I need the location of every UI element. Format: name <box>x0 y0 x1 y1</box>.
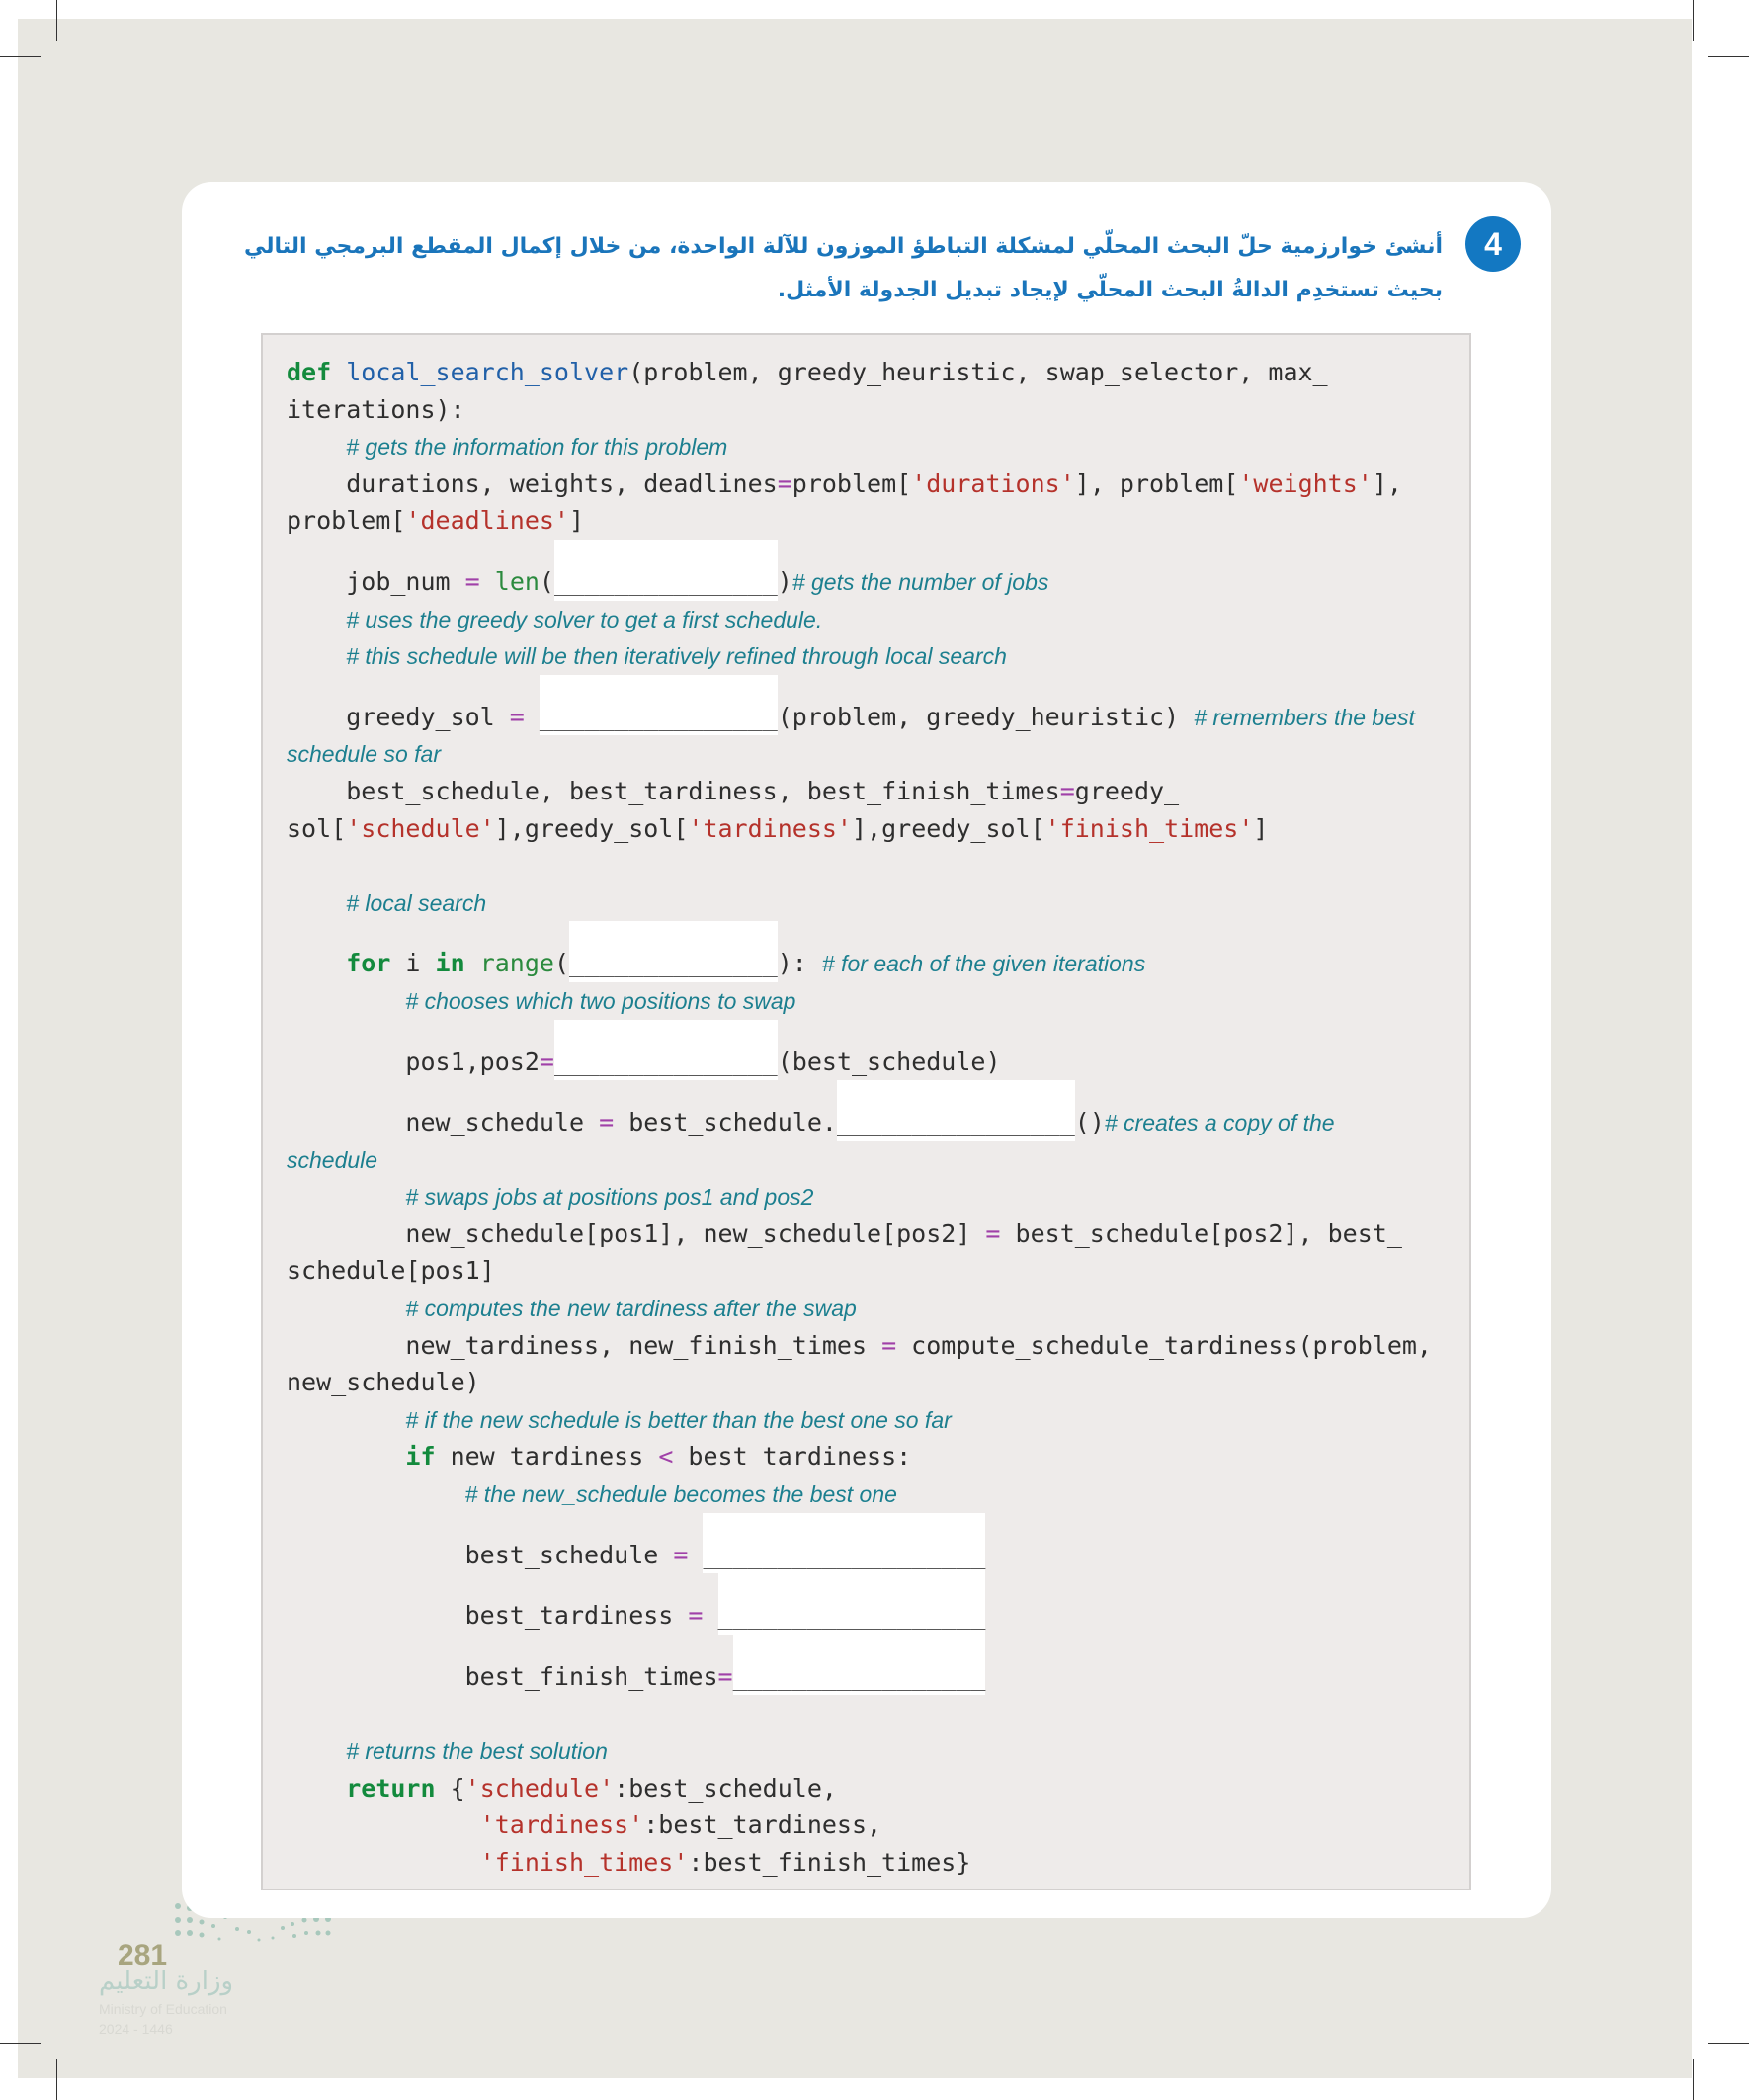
code-line <box>287 1635 1469 1696</box>
operator: = <box>464 566 480 596</box>
indent <box>287 469 346 498</box>
code-line <box>287 847 1469 884</box>
operator: = <box>985 1218 1001 1248</box>
indent <box>287 641 346 670</box>
code-text: new_schedule <box>405 1108 600 1137</box>
code-line <box>287 354 1469 391</box>
code-comment: # chooses which two positions to swap <box>405 987 796 1014</box>
code-comment: # swaps jobs at positions pos1 and pos2 <box>405 1184 814 1211</box>
page-number: 281 <box>118 1939 168 1972</box>
code-text: best_tardiness <box>464 1601 689 1631</box>
fill-in-blank[interactable]: ______________ <box>569 921 778 982</box>
code-line <box>287 1216 1469 1253</box>
operator: = <box>539 1047 554 1076</box>
code-text: :best_schedule, <box>614 1773 837 1803</box>
code-text: (problem, greedy_heuristic, swap_selector, max_ <box>628 358 1328 386</box>
code-line <box>287 1290 1469 1327</box>
code-text: new_tardiness, new_finish_times <box>405 1330 882 1360</box>
code-text: sol[ <box>287 813 347 843</box>
code-line <box>287 637 1469 675</box>
code-line <box>287 1080 1469 1141</box>
keyword: in <box>435 949 465 978</box>
crop-mark <box>56 2059 57 2100</box>
code-text: new_tardiness <box>435 1442 659 1471</box>
fill-in-blank[interactable]: _______________ <box>554 1020 778 1081</box>
code-text: job_num <box>346 566 465 596</box>
keyword: if <box>405 1442 436 1471</box>
ministry-logo-arabic: وزارة التعليم <box>99 1967 234 1996</box>
indent <box>287 1541 465 1569</box>
code-text: best_schedule. <box>614 1108 837 1137</box>
code-line <box>287 1770 1469 1807</box>
code-text: pos1,pos2 <box>405 1047 540 1076</box>
operator: = <box>717 1661 733 1691</box>
string-literal: 'finish_times' <box>479 1847 689 1877</box>
code-text: ], <box>1372 468 1402 498</box>
code-comment: # for each of the given iterations <box>821 951 1146 977</box>
ministry-logo-english: Ministry of Education <box>99 2001 227 2017</box>
code-line <box>287 1844 1469 1882</box>
string-literal: 'schedule' <box>346 813 495 843</box>
fill-in-blank[interactable]: _______________ <box>554 540 778 601</box>
code-text: (problem, greedy_heuristic) <box>777 702 1195 731</box>
code-comment: # returns the best solution <box>346 1738 608 1764</box>
indent <box>287 1108 405 1136</box>
code-line <box>287 1695 1469 1732</box>
question-text <box>211 225 1443 312</box>
indent <box>287 1405 405 1434</box>
indent <box>287 1774 346 1803</box>
builtin: range <box>479 949 554 978</box>
string-literal: 'durations' <box>911 468 1075 498</box>
code-line <box>287 1438 1469 1475</box>
indent <box>287 1810 480 1839</box>
code-line <box>287 1573 1469 1635</box>
code-text: i <box>390 949 436 978</box>
crop-mark <box>0 2043 41 2044</box>
code-text: :best_finish_times} <box>688 1847 971 1877</box>
code-line <box>287 1364 1469 1401</box>
fill-in-blank[interactable]: ___________________ <box>703 1513 985 1574</box>
code-comment: # local search <box>346 889 487 916</box>
code-comment: # gets the information for this problem <box>346 434 728 461</box>
code-comment: # gets the number of jobs <box>791 568 1049 595</box>
ministry-logo-year: 2024 - 1446 <box>99 2021 173 2037</box>
indent <box>287 1219 405 1248</box>
code-text: ( <box>553 949 570 978</box>
code-line <box>287 1252 1469 1290</box>
indent <box>287 567 346 596</box>
code-text: ] <box>1253 813 1269 843</box>
indent <box>287 1048 405 1076</box>
keyword: return <box>346 1773 436 1803</box>
indent <box>287 1848 480 1877</box>
indent <box>287 1182 405 1211</box>
operator: = <box>599 1108 615 1137</box>
code-text <box>465 949 480 977</box>
code-line <box>287 540 1469 601</box>
indent <box>287 1662 465 1691</box>
crop-mark <box>1708 56 1749 57</box>
indent <box>287 1331 405 1360</box>
code-line <box>287 1401 1469 1439</box>
code-comment: schedule so far <box>287 741 441 768</box>
indent <box>287 1601 465 1630</box>
code-text <box>480 567 495 596</box>
crop-mark <box>1693 2059 1694 2100</box>
code-line <box>287 1178 1469 1216</box>
indent <box>287 888 346 917</box>
code-line <box>287 921 1469 982</box>
operator: = <box>673 1540 689 1569</box>
code-text: (best_schedule) <box>777 1047 1001 1076</box>
code-text: new_schedule[pos1], new_schedule[pos2] <box>405 1218 986 1248</box>
code-line <box>287 502 1469 540</box>
question-number-badge: 4 <box>1465 216 1521 272</box>
operator: < <box>658 1442 674 1471</box>
crop-mark <box>0 56 41 57</box>
code-text: problem[ <box>287 506 406 536</box>
code-text: greedy_sol <box>346 702 510 731</box>
indent <box>287 986 405 1015</box>
code-line <box>287 1141 1469 1179</box>
fill-in-blank[interactable]: _________________ <box>733 1635 986 1696</box>
code-line <box>287 1327 1469 1365</box>
string-literal: 'tardiness' <box>479 1810 644 1840</box>
code-line <box>287 884 1469 922</box>
code-text: :best_tardiness, <box>643 1810 882 1840</box>
operator: = <box>777 468 792 498</box>
code-text: problem[ <box>791 468 912 498</box>
code-text: greedy_ <box>1074 776 1180 805</box>
builtin: len <box>494 566 540 596</box>
string-literal: 'deadlines' <box>405 506 569 536</box>
code-line <box>287 428 1469 465</box>
code-text <box>688 1541 703 1569</box>
operator: = <box>881 1330 897 1360</box>
keyword: for <box>346 949 391 978</box>
code-text: ],greedy_sol[ <box>494 813 689 843</box>
indent <box>287 949 346 977</box>
code-line <box>287 601 1469 638</box>
question-text-line-2: بحيث تستخدِم الدالةُ البحث المحلّي لإيجاد تبديل الجدولة الأمثل. <box>777 278 1443 302</box>
code-line <box>287 1475 1469 1513</box>
code-text: ] <box>569 506 585 536</box>
code-text: ) <box>777 566 792 596</box>
indent <box>287 777 346 805</box>
string-literal: 'schedule' <box>464 1773 615 1803</box>
code-line <box>287 675 1469 736</box>
code-comment: # this schedule will be then iteratively refined through local search <box>346 643 1007 670</box>
string-literal: 'finish_times' <box>1044 813 1254 843</box>
code-comment: schedule <box>287 1146 378 1173</box>
string-literal: 'tardiness' <box>688 813 852 843</box>
crop-mark <box>1708 2043 1749 2044</box>
code-text: new_schedule) <box>287 1368 480 1397</box>
code-line <box>287 810 1469 848</box>
indent <box>287 605 346 633</box>
operator: = <box>1059 776 1075 805</box>
function-name: local_search_solver <box>346 358 629 386</box>
question-text-line-1: أنشئ خوارزمية حلّ البحث المحلّي لمشكلة التباطؤ الموزون للآلة الواحدة، من خلال إكمال المقطع البرمجي التالي <box>244 234 1443 259</box>
code-comment: # uses the greedy solver to get a first schedule. <box>346 606 823 632</box>
code-line <box>287 982 1469 1020</box>
code-text: compute_schedule_tardiness(problem, <box>896 1330 1432 1360</box>
code-text: () <box>1074 1108 1105 1137</box>
keyword: def <box>287 358 332 386</box>
code-block <box>261 333 1471 1890</box>
indent <box>287 1736 346 1765</box>
indent <box>287 432 346 461</box>
code-line <box>287 1732 1469 1770</box>
operator: = <box>688 1601 704 1631</box>
code-text: ],greedy_sol[ <box>851 813 1045 843</box>
code-line <box>287 1513 1469 1574</box>
code-comment: # the new_schedule becomes the best one <box>464 1481 897 1508</box>
code-line <box>287 391 1469 429</box>
code-text: best_schedule <box>464 1540 674 1569</box>
code-line <box>287 1020 1469 1081</box>
code-text: schedule[pos1] <box>287 1256 495 1286</box>
string-literal: 'weights' <box>1238 468 1373 498</box>
operator: = <box>509 702 525 731</box>
fill-in-blank[interactable]: __________________ <box>718 1573 986 1635</box>
code-text: best_schedule[pos2], best_ <box>1000 1218 1402 1248</box>
code-text: { <box>435 1773 465 1803</box>
fill-in-blank[interactable]: ________________ <box>540 675 778 736</box>
code-text: ): <box>777 949 822 978</box>
code-text: best_finish_times <box>464 1661 718 1691</box>
code-line <box>287 735 1469 773</box>
indent <box>287 1442 405 1470</box>
code-line <box>287 1806 1469 1844</box>
code-comment: # if the new schedule is better than the best one so far <box>405 1406 952 1433</box>
code-comment: # remembers the best <box>1194 704 1415 730</box>
code-line <box>287 773 1469 810</box>
fill-in-blank[interactable]: ________________ <box>837 1080 1075 1141</box>
code-comment: # creates a copy of the <box>1104 1110 1335 1136</box>
code-text <box>703 1601 717 1630</box>
code-text: best_schedule, best_tardiness, best_finish_times <box>346 776 1060 805</box>
indent <box>287 1294 405 1322</box>
indent <box>287 703 346 731</box>
crop-mark <box>56 0 57 41</box>
crop-mark <box>1693 0 1694 41</box>
code-text <box>525 703 540 731</box>
code-text <box>331 358 346 386</box>
code-text: durations, weights, deadlines <box>346 468 778 498</box>
code-text: best_tardiness: <box>673 1442 912 1471</box>
indent <box>287 1479 465 1508</box>
code-comment: # computes the new tardiness after the swap <box>405 1296 857 1322</box>
code-text: iterations): <box>287 394 465 424</box>
code-text: ], problem[ <box>1074 468 1239 498</box>
code-line <box>287 465 1469 503</box>
code-text: ( <box>539 566 554 596</box>
